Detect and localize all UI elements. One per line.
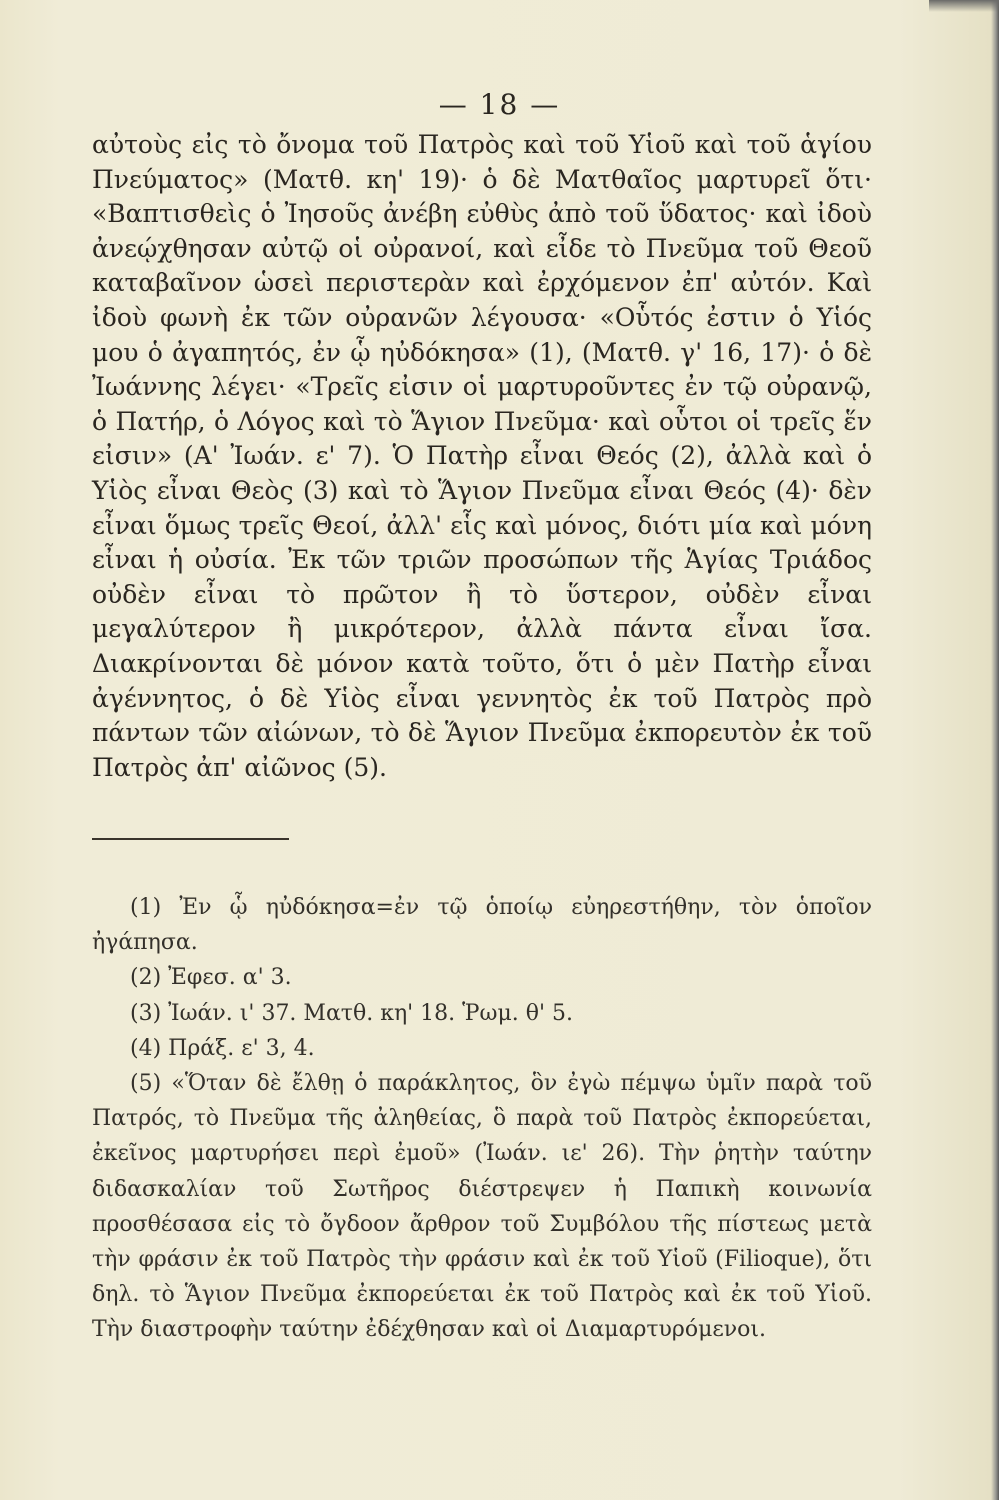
page-edge-shadow xyxy=(991,0,999,1500)
footnote-5: (5) «Ὅταν δὲ ἔλθῃ ὁ παράκλητος, ὃν ἐγὼ πέμψω ὑμῖν παρὰ τοῦ Πατρός, τὸ Πνεῦμα τῆς ἀληθείας, ὃ παρὰ τοῦ Πατρὸς ἐκπορεύεται, ἐκεῖνος μαρτυρήσει περὶ ἐμοῦ» (Ἰωάν. ιε' 26). Τὴν ῥητὴν ταύτην διδασκαλίαν τοῦ Σωτῆρος διέστρεψεν ἡ Παπικὴ κοινωνία προσθέσασα εἰς τὸ ὄγδοον ἄρθρον τοῦ Συμβόλου τῆς πίστεως μετὰ τὴν φράσιν ἐκ τοῦ Πατρὸς τὴν φράσιν καὶ ἐκ τοῦ Υἱοῦ (Filioque), ὅτι δηλ. τὸ Ἅγιον Πνεῦμα ἐκπορεύεται ἐκ τοῦ Πατρὸς καὶ ἐκ τοῦ Υἱοῦ. Τὴν διαστροφὴν ταύτην ἐδέχθησαν καὶ οἱ Διαμαρτυρόμενοι. xyxy=(92,1071,872,1343)
page-corner-shadow xyxy=(929,0,999,12)
footnotes-block xyxy=(92,890,872,1348)
footnote-separator-rule xyxy=(92,838,289,840)
footnote-3: (3) Ἰωάν. ι' 37. Ματθ. κη' 18. Ῥωμ. θ' 5. xyxy=(130,1000,574,1026)
page-number: — 18 — xyxy=(438,88,561,121)
footnote-4: (4) Πράξ. ε' 3, 4. xyxy=(130,1035,315,1061)
main-paragraph: αὐτοὺς εἰς τὸ ὄνομα τοῦ Πατρὸς καὶ τοῦ Υἱοῦ καὶ τοῦ ἁγίου Πνεύματος» (Ματθ. κη' 19)· ὁ δὲ Ματθαῖος μαρτυρεῖ ὅτι· «Βαπτισθεὶς ὁ Ἰησοῦς ἀνέβη εὐθὺς ἀπὸ τοῦ ὕδατος· καὶ ἰδοὺ ἀνεῴχθησαν αὐτῷ οἱ οὐρανοί, καὶ εἶδε τὸ Πνεῦμα τοῦ Θεοῦ καταβαῖνον ὡσεὶ περιστερὰν καὶ ἐρχόμενον ἐπ' αὐτόν. Καὶ ἰδοὺ φωνὴ ἐκ τῶν οὐρανῶν λέγουσα· «Οὗτός ἐστιν ὁ Υἱός μου ὁ ἀγαπητός, ἐν ᾧ ηὐδόκησα» (1), (Ματθ. γ' 16, 17)· ὁ δὲ Ἰωάννης λέγει· «Τρεῖς εἰσιν οἱ μαρτυροῦντες ἐν τῷ οὐρανῷ, ὁ Πατήρ, ὁ Λόγος καὶ τὸ Ἅγιον Πνεῦμα· καὶ οὗτοι οἱ τρεῖς ἕν εἰσιν» (Α' Ἰωάν. ε' 7). Ὁ Πατὴρ εἶναι Θεός (2), ἀλλὰ καὶ ὁ Υἱὸς εἶναι Θεὸς (3) καὶ τὸ Ἅγιον Πνεῦμα εἶναι Θεός (4)· δὲν εἶναι ὅμως τρεῖς Θεοί, ἀλλ' εἷς καὶ μόνος, διότι μία καὶ μόνη εἶναι ἡ οὐσία. Ἐκ τῶν τριῶν προσώπων τῆς Ἁγίας Τριάδος οὐδὲν εἶναι τὸ πρῶτον ἢ τὸ ὕστερον, οὐδὲν εἶναι μεγαλύτερον ἢ μικρότερον, ἀλλὰ πάντα εἶναι ἴσα. Διακρίνονται δὲ μόνον κατὰ τοῦτο, ὅτι ὁ μὲν Πατὴρ εἶναι ἀγέννητος, ὁ δὲ Υἱὸς εἶναι γεννητὸς ἐκ τοῦ Πατρὸς πρὸ πάντων τῶν αἰώνων, τὸ δὲ Ἅγιον Πνεῦμα ἐκπορευτὸν ἐκ τοῦ Πατρὸς ἀπ' αἰῶνος (5). xyxy=(92,130,872,782)
footnote-1: (1) Ἐν ᾧ ηὐδόκησα=ἐν τῷ ὁποίῳ εὐηρεστήθην, τὸν ὁποῖον ἠγάπησα. xyxy=(92,895,872,956)
main-text-block xyxy=(92,128,872,785)
footnote-2: (2) Ἐφεσ. α' 3. xyxy=(130,965,292,991)
